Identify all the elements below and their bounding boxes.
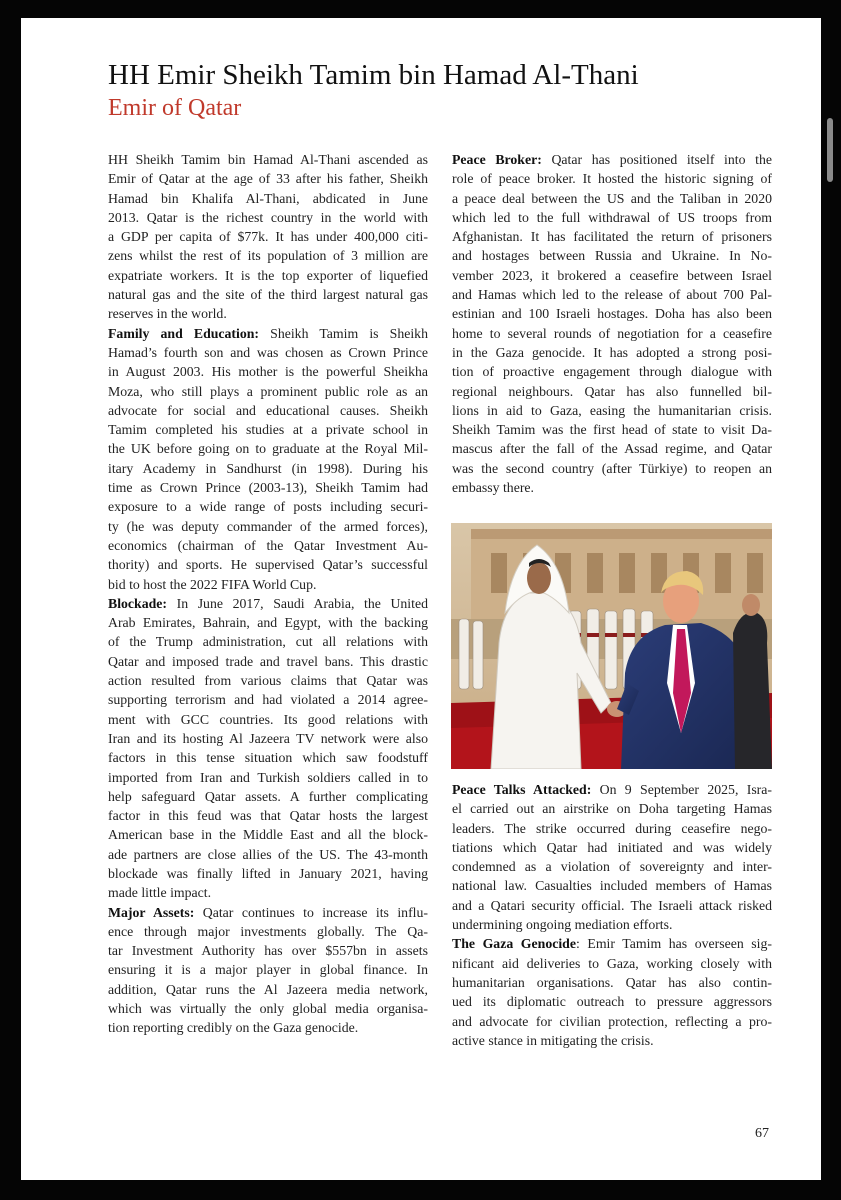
text-line <box>452 1031 772 1050</box>
line-text: humanitarian organisations. Qatar has also contin- <box>452 974 772 990</box>
line-text: made little impact. <box>108 885 212 901</box>
line-text: supporting terrorism and had violated a 2014 agree- <box>108 692 428 708</box>
line-text: time as Crown Prince (2003-13), Sheikh Tamim had <box>108 480 428 496</box>
line-text: HH Sheikh Tamim bin Hamad Al-Thani ascended as <box>108 152 428 167</box>
text-line <box>108 1018 428 1037</box>
text-line <box>108 999 428 1018</box>
text-line <box>452 169 772 188</box>
text-line <box>452 266 772 285</box>
text-line <box>452 857 772 876</box>
line-text: Qatar and imposed trade and travel bans. This drastic <box>108 653 428 669</box>
line-text: Hamad bin Khalifa Al-Thani, abdicated in June <box>108 190 428 206</box>
text-line <box>108 806 428 825</box>
right-column-bottom <box>452 780 772 1050</box>
text-line <box>108 420 428 439</box>
line-text: bid to host the 2022 FIFA World Cup. <box>108 576 317 592</box>
text-line <box>452 227 772 246</box>
text-line <box>452 439 772 458</box>
text-line <box>452 362 772 381</box>
text-line <box>452 285 772 304</box>
line-text: in August 2003. His mother is the powerful Sheikha <box>108 364 428 380</box>
text-line <box>108 304 428 323</box>
line-text: mascus after the fall of the Assad regime, and Qatar <box>452 441 772 457</box>
line-text: tar Investment Authority has over $557bn in assets <box>108 943 428 959</box>
line-text: the UK before going on to graduate at the Royal Mil- <box>108 441 428 457</box>
line-text: lions in aid to Gaza, easing the humanitarian crisis. <box>452 402 772 418</box>
text-line <box>108 825 428 844</box>
text-line <box>452 992 772 1011</box>
text-line <box>452 324 772 343</box>
line-text: advocate for social and educational causes. Sheikh <box>108 402 428 418</box>
line-text: in the Gaza genocide. It has adopted a strong posi- <box>452 344 772 360</box>
page-title: HH Emir Sheikh Tamim bin Hamad Al-Thani <box>108 59 639 91</box>
text-line <box>452 382 772 401</box>
text-line <box>108 710 428 729</box>
section-heading: Family and Education: <box>108 325 260 341</box>
line-text: action resulted from various claims that Qatar was <box>108 673 428 689</box>
text-line <box>108 497 428 516</box>
text-line <box>452 343 772 362</box>
line-text: role of peace broker. It hosted the historic signing of <box>452 171 772 187</box>
line-text: factors in this tense situation which saw foodstuff <box>108 750 428 766</box>
text-line <box>452 478 772 497</box>
line-text: American base in the Middle East and all the block- <box>108 827 428 843</box>
text-line <box>108 748 428 767</box>
text-line <box>108 729 428 748</box>
line-text: leaders. The strike occurred during ceasefire nego- <box>452 820 772 836</box>
line-text: national law. Casualties included members of Hamas <box>452 878 772 894</box>
text-line <box>108 768 428 787</box>
text-line <box>452 208 772 227</box>
line-text: help safeguard Qatar assets. A further complicating <box>108 788 428 804</box>
text-line <box>108 150 428 169</box>
document-page <box>21 18 821 1180</box>
text-line <box>452 954 772 973</box>
text-line <box>108 382 428 401</box>
text-line <box>108 845 428 864</box>
text-line <box>108 613 428 632</box>
scrollbar-thumb[interactable] <box>827 118 833 182</box>
text-line <box>108 980 428 999</box>
line-text: Qatar has positioned itself into the <box>541 152 773 167</box>
line-text: active stance in mitigating the crisis. <box>452 1032 654 1048</box>
line-text: expatriate workers. It is the top exporter of liquefied <box>108 267 428 283</box>
line-text: Tamim completed his studies at a private school in <box>108 422 428 438</box>
text-line <box>452 150 772 169</box>
text-line <box>108 189 428 208</box>
line-text: of the Trump administration, cut all relations with <box>108 634 428 650</box>
text-line <box>108 227 428 246</box>
line-text: blockade was finally lifted in January 2021, having <box>108 865 428 881</box>
text-line <box>108 941 428 960</box>
line-text: addition, Qatar runs the Al Jazeera media network, <box>108 981 428 997</box>
line-text: home to several rounds of negotiation for a ceasefire <box>452 325 772 341</box>
text-line <box>108 478 428 497</box>
text-line <box>108 594 428 613</box>
line-text: : Emir Tamim has overseen sig- <box>575 936 773 952</box>
text-line <box>108 362 428 381</box>
line-text: factor in this feud was that Qatar hosts the largest <box>108 808 428 824</box>
text-line <box>108 208 428 227</box>
section-heading: The Gaza Genocide <box>452 936 576 952</box>
line-text: was the second country (after Türkiye) to reopen an <box>452 460 772 476</box>
text-line <box>108 922 428 941</box>
text-line <box>108 787 428 806</box>
text-line <box>452 934 772 953</box>
text-line <box>452 420 772 439</box>
line-text: In June 2017, Saudi Arabia, the United <box>167 595 428 611</box>
text-line <box>108 285 428 304</box>
line-text: and a Qatari security official. The Israeli attack risked <box>452 897 772 913</box>
line-text: Qatar continues to increase its influ- <box>194 904 428 920</box>
line-text: ment with GCC countries. Its good relations with <box>108 711 428 727</box>
text-line <box>108 343 428 362</box>
line-text: Afghanistan. It has facilitated the return of prisoners <box>452 229 772 245</box>
line-text: and advocate for civilian protection, reflecting a pro- <box>452 1013 772 1029</box>
line-text: Hamad’s fourth son and was chosen as Crown Prince <box>108 344 428 360</box>
text-line <box>108 690 428 709</box>
line-text: regional neighbours. Qatar has also funnelled bil- <box>452 383 772 399</box>
text-line <box>108 671 428 690</box>
line-text: ued its diplomatic outreach to pressure aggressors <box>452 994 772 1010</box>
text-line <box>452 838 772 857</box>
line-text: and hostages between Russia and Ukraine. In No- <box>452 248 772 264</box>
text-line <box>452 876 772 895</box>
page-number: 67 <box>755 1126 769 1141</box>
line-text: economics (chairman of the Qatar Investment Au- <box>108 537 428 553</box>
text-line <box>452 401 772 420</box>
text-line <box>452 819 772 838</box>
left-column <box>108 150 428 1038</box>
line-text: ty (he was deputy commander of the armed forces), <box>108 518 428 534</box>
line-text: Moza, who still plays a prominent public role as an <box>108 383 428 399</box>
line-text: and Hamas which led to the release of about 700 Pal- <box>452 287 772 303</box>
text-line <box>108 960 428 979</box>
line-text: Sheikh Tamim was the first head of state to visit Da- <box>452 422 772 438</box>
line-text: a peace deal between the US and the Taliban in 2020 <box>452 190 772 206</box>
line-text: thority) and sports. He supervised Qatar’s successful <box>108 557 428 573</box>
line-text: natural gas and the site of the third largest natural gas <box>108 287 428 303</box>
section-heading: Blockade: <box>108 595 168 611</box>
text-line <box>452 304 772 323</box>
section-heading: Peace Talks Attacked: <box>452 782 592 797</box>
text-line <box>452 246 772 265</box>
text-line <box>108 169 428 188</box>
line-text: ence through major investments globally. The Qa- <box>108 923 428 939</box>
line-text: a GDP per capita of $77k. It has under 400,000 citi- <box>108 229 428 245</box>
line-text: which led to the full withdrawal of US troops from <box>452 209 772 225</box>
section-heading: Major Assets: <box>108 904 195 920</box>
text-line <box>108 632 428 651</box>
line-text: vember 2023, it brokered a ceasefire between Israel <box>452 267 772 283</box>
line-text: exposure to a wide range of posts including securi- <box>108 499 428 515</box>
text-line <box>452 896 772 915</box>
text-line <box>108 246 428 265</box>
text-line <box>108 903 428 922</box>
line-text: Iran and its hosting Al Jazeera TV network were also <box>108 730 428 746</box>
line-text: Emir of Qatar at the age of 33 after his father, Sheikh <box>108 171 428 187</box>
line-text: tion of proactive engagement through dialogue with <box>452 364 772 380</box>
section-heading: Peace Broker: <box>452 152 542 167</box>
text-line <box>452 1012 772 1031</box>
text-line <box>452 459 772 478</box>
line-text: reserves in the world. <box>108 306 227 322</box>
text-line <box>108 536 428 555</box>
text-line <box>108 401 428 420</box>
line-text: tion reporting credibly on the Gaza genocide. <box>108 1020 359 1036</box>
text-line <box>108 517 428 536</box>
right-column-top <box>452 150 772 497</box>
line-text: which was virtually the only global media organisa- <box>108 1001 428 1017</box>
text-line <box>452 189 772 208</box>
line-text: On 9 September 2025, Isra- <box>591 782 772 797</box>
text-line <box>452 780 772 799</box>
text-line <box>108 266 428 285</box>
line-text: estinian and 100 Israeli hostages. Doha has also been <box>452 306 772 322</box>
text-line <box>108 864 428 883</box>
line-text: Arab Emirates, Bahrain, and Egypt, with the backing <box>108 615 428 631</box>
text-line <box>108 324 428 343</box>
text-line <box>108 575 428 594</box>
text-line <box>452 799 772 818</box>
text-line <box>108 883 428 902</box>
line-text: 2013. Qatar is the richest country in the world with <box>108 209 428 225</box>
line-text: condemned as a violation of sovereignty and inter- <box>452 859 772 875</box>
line-text: ade partners are close allies of the US. The 43-month <box>108 846 428 862</box>
page-subtitle: Emir of Qatar <box>108 95 242 121</box>
line-text: tiations which Qatar had initiated and was widely <box>452 839 772 855</box>
line-text: nificant aid deliveries to Gaza, working closely with <box>452 955 772 971</box>
line-text: itary Academy in Sandhurst (in 1998). During his <box>108 460 428 476</box>
line-text: imported from Iran and Turkish soldiers called in to <box>108 769 428 785</box>
text-line <box>108 439 428 458</box>
line-text: zens whilst the rest of its population of 3 million are <box>108 248 428 264</box>
text-line <box>452 973 772 992</box>
handshake-photo <box>451 523 772 769</box>
line-text: el carried out an airstrike on Doha targeting Hamas <box>452 801 772 817</box>
line-text: ensuring it is a major player in global finance. In <box>108 962 428 978</box>
line-text: embassy there. <box>452 480 534 496</box>
line-text: undermining ongoing mediation efforts. <box>452 917 673 933</box>
text-line <box>452 915 772 934</box>
text-line <box>108 652 428 671</box>
line-text: Sheikh Tamim is Sheikh <box>259 325 428 341</box>
text-line <box>108 555 428 574</box>
text-line <box>108 459 428 478</box>
